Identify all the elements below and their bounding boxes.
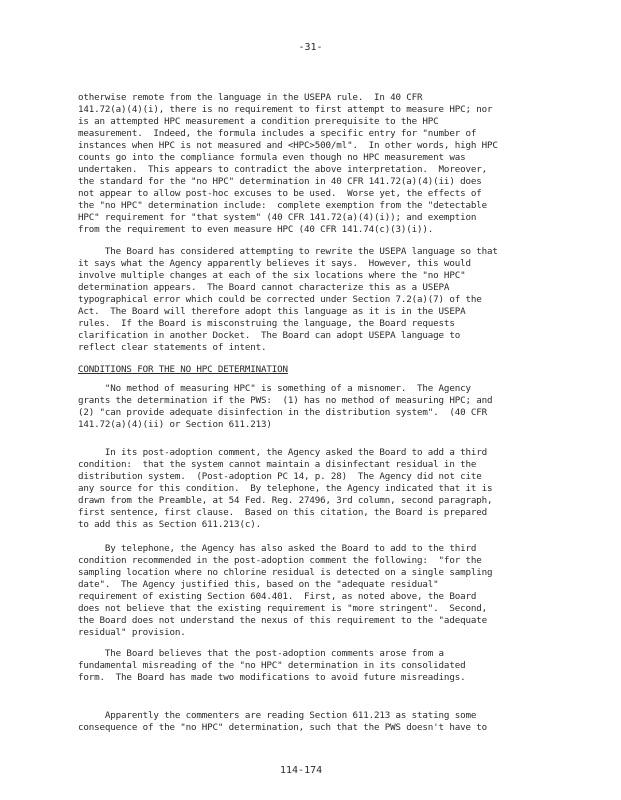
paragraph-line: typographical error which could be corrected under Section 7.2(a)(7) of the — [78, 294, 482, 305]
paragraph-line: condition recommended in the post-adoption comment the following: "for the — [78, 555, 482, 566]
paragraph-line: By telephone, the Agency has also asked the Board to add to the third — [78, 543, 477, 554]
paragraph-line: drawn from the Preamble, at 54 Fed. Reg. 27496, 3rd column, second paragraph, — [78, 495, 493, 506]
paragraph-line: any source for this condition. By telephone, the Agency indicated that it is — [78, 483, 493, 494]
paragraph-line: condition: that the system cannot maintain a disinfectant residual in the — [78, 459, 477, 470]
paragraph-line: 141.72(a)(4)(ii) or Section 611.213) — [78, 419, 272, 430]
paragraph-line: form. The Board has made two modifications to avoid future misreadings. — [78, 672, 466, 683]
paragraph-line: sampling location where no chlorine residual is detected on a single sampling — [78, 567, 493, 578]
paragraph-line: requirement of existing Section 604.401. First, as noted above, the Board — [78, 591, 477, 602]
paragraph-line: the Board does not understand the nexus of this requirement to the "adequate — [78, 615, 487, 626]
paragraph-line: the "no HPC" determination include: complete exemption from the "detectable — [78, 200, 487, 211]
paragraph-line: The Board has considered attempting to rewrite the USEPA language so that — [78, 246, 498, 257]
paragraph-line: grants the determination if the PWS: (1) has no method of measuring HPC; and — [78, 395, 493, 406]
page-number: -31- — [298, 42, 323, 53]
paragraph-line: instances when HPC is not measured and <HPC>500/ml". In other words, high HPC — [78, 140, 498, 151]
page-footer: 114-174 — [280, 765, 323, 776]
paragraph-line: In its post-adoption comment, the Agency asked the Board to add a third — [78, 447, 487, 458]
paragraph-line: undertaken. This appears to contradict the above interpretation. Moreover, — [78, 164, 487, 175]
paragraph-line: Apparently the commenters are reading Section 611.213 as stating some — [78, 710, 477, 721]
paragraph-line: The Board believes that the post-adoption comments arose from a — [78, 648, 444, 659]
paragraph-line: residual" provision. — [78, 627, 186, 638]
paragraph-line: HPC" requirement for "that system" (40 CFR 141.72(a)(4)(i)); and exemption — [78, 212, 477, 223]
paragraph-line: reflect clear statements of intent. — [78, 342, 267, 353]
paragraph-line: first sentence, first clause. Based on this citation, the Board is prepared — [78, 507, 487, 518]
paragraph-line: date". The Agency justified this, based on the "adequate residual" — [78, 579, 439, 590]
section-heading: CONDITIONS FOR THE NO HPC DETERMINATION — [78, 364, 288, 375]
paragraph-line: fundamental misreading of the "no HPC" determination in its consolidated — [78, 660, 466, 671]
paragraph-line: rules. If the Board is misconstruing the language, the Board requests — [78, 318, 455, 329]
paragraph-line: clarification in another Docket. The Board can adopt USEPA language to — [78, 330, 461, 341]
paragraph-line: consequence of the "no HPC" determination, such that the PWS doesn't have to — [78, 722, 487, 733]
paragraph-line: does not believe that the existing requirement is "more stringent". Second, — [78, 603, 487, 614]
paragraph-line: determination appears. The Board cannot characterize this as a USEPA — [78, 282, 450, 293]
paragraph-line: from the requirement to even measure HPC (40 CFR 141.74(c)(3)(i)). — [78, 224, 434, 235]
paragraph-line: to add this as Section 611.213(c). — [78, 519, 261, 530]
paragraph-line: Act. The Board will therefore adopt this language as it is in the USEPA — [78, 306, 466, 317]
paragraph-line: (2) "can provide adequate disinfection in the distribution system". (40 CFR — [78, 407, 487, 418]
paragraph-line: it says what the Agency apparently believes it says. However, this would — [78, 258, 471, 269]
paragraph-line: is an attempted HPC measurement a condition prerequisite to the HPC — [78, 116, 439, 127]
paragraph-line: "No method of measuring HPC" is something of a misnomer. The Agency — [78, 383, 471, 394]
paragraph-line: the standard for the "no HPC" determination in 40 CFR 141.72(a)(4)(ii) does — [78, 176, 482, 187]
paragraph-line: counts go into the compliance formula even though no HPC measurement was — [78, 152, 466, 163]
paragraph-line: distribution system. (Post-adoption PC 14, p. 28) The Agency did not cite — [78, 471, 482, 482]
paragraph-line: measurement. Indeed, the formula includes a specific entry for "number of — [78, 128, 477, 139]
paragraph-line: not appear to allow post-hoc excuses to be used. Worse yet, the effects of — [78, 188, 482, 199]
paragraph-line: involve multiple changes at each of the six locations where the "no HPC" — [78, 270, 466, 281]
paragraph-line: 141.72(a)(4)(i), there is no requirement to first attempt to measure HPC; nor — [78, 104, 493, 115]
paragraph-line: otherwise remote from the language in the USEPA rule. In 40 CFR — [78, 92, 423, 103]
